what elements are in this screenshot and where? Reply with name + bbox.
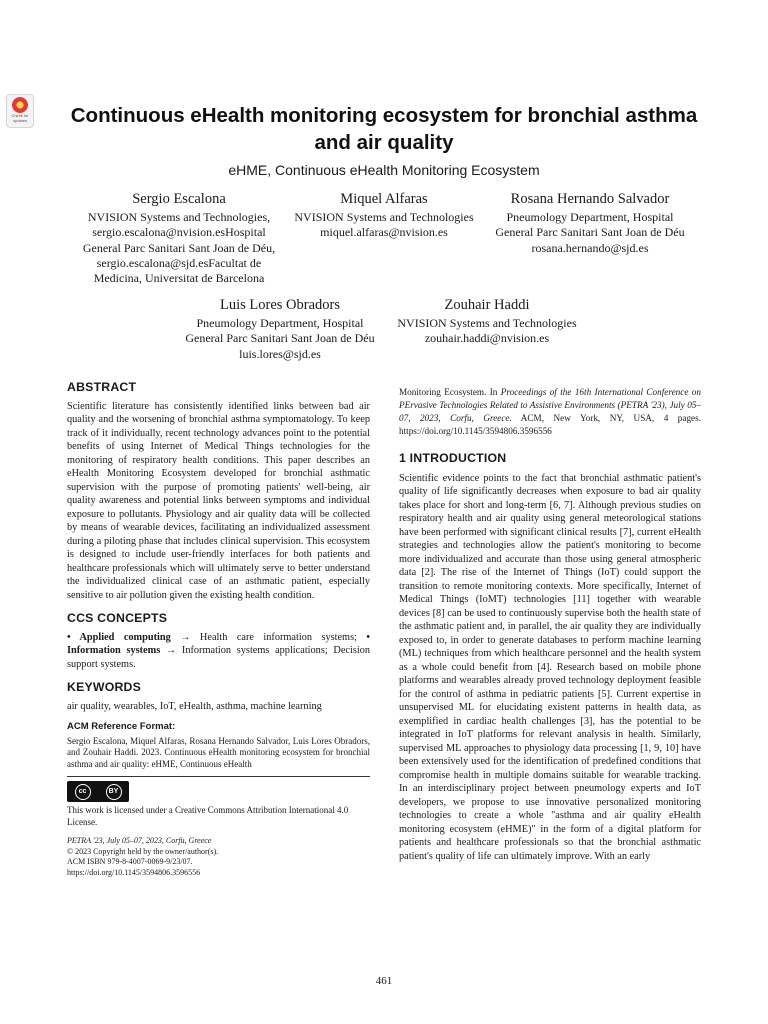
introduction-heading: 1 INTRODUCTION	[399, 451, 507, 465]
acm-reference-heading: ACM Reference Format:	[67, 721, 176, 732]
ccs-text	[67, 631, 370, 672]
cc-icon: cc	[75, 784, 91, 800]
author-block	[286, 190, 482, 241]
ref-proceedings: Proceedings of the 16th International Conference on PErvasive Technologies Related to Assistive Environments (PETRA '23), July 05–07, 2023, Corfu, Greece.	[399, 387, 701, 423]
copyright-line: © 2023 Copyright held by the owner/author(s).	[67, 846, 219, 856]
author-block	[184, 296, 376, 362]
keywords-text: air quality, wearables, IoT, eHealth, asthma, machine learning	[67, 700, 322, 712]
right-column	[399, 386, 701, 863]
author-affiliation: Pneumology Department, Hospital General Parc Sanitari Sant Joan de Déu luis.lores@sjd.es	[185, 316, 375, 361]
license-text: This work is licensed under a Creative Commons Attribution International 4.0 License.	[67, 805, 349, 827]
author-name: Sergio Escalona	[132, 191, 226, 207]
author-name: Luis Lores Obradors	[219, 297, 340, 313]
ccs-heading: CCS CONCEPTS	[67, 611, 168, 625]
by-icon: BY	[106, 784, 122, 800]
abstract-text: Scientific literature has consistently identified links between bad air quality and the worsening of bronchial asthma symptomatology. To keep track of it individually, recent technology advances point to the potential benefits of using Internet of Medical Things technologies for the monitoring of respiratory health conditions. This paper describes an eHealth Monitoring Ecosystem developed for bronchial asthmatic supervision with the purpose of promoting patients' well-being, air quality awareness and potential links between symptoms and individual exposure to pollutants. Physiology and air quality data will be collected by means of wearable devices, facilitating an individualized assessment during a piloting phase that includes clinical supervision. This ecosystem is designed to include user-friendly interfaces for both patients and healthcare professionals which will ultimately serve to better understand the individualized clinical case of an asthmatic patient, especially sensitive to air pollution given the existing health condition.	[67, 400, 370, 601]
abstract-heading: ABSTRACT	[67, 380, 137, 394]
ccs-concept: • Applied computing	[67, 631, 171, 643]
author-name: Miquel Alfaras	[340, 191, 428, 207]
author-affiliation: NVISION Systems and Technologies miquel.alfaras@nvision.es	[294, 210, 474, 240]
acm-reference-text: Sergio Escalona, Miquel Alfaras, Rosana Hernando Salvador, Luis Lores Obradors, and Zouhair Haddi. 2023. Continuous eHealth monitoring ecosystem for bronchial asthma and air quality: eHME, Continuous eHealth	[67, 735, 370, 769]
author-affiliation: Pneumology Department, Hospital General Parc Sanitari Sant Joan de Déu rosana.hernando@sjd.es	[495, 210, 685, 255]
introduction-text: Scientific evidence points to the fact that bronchial asthmatic patient's quality of life significantly decreases when exposure to bad air quality takes place for short and long-term [6, 7]. Although previous studies on respiratory health and air quality using general meteorological stations have been performed with significant clinical results [7], current eHealth strategies and technologies allow the patient's monitoring to become more individualized and accurate than those using general atmospheric data [2]. The rise of the Internet of Things (IoT) could support the transition to remote monitoring contexts. More specifically, Internet of Medical Things (IoMT) technologies [11] together with wearable devices [8] can be used to continuously supervise both the health state of the asthmatic patient and, in parallel, the air quality they are individually exposed to, in order to generate databases to perform machine learning (ML) techniques from which healthcare personnel and the health system as a whole could benefit from [4]. Research based on mobile phone platforms and wearables already proved technology deployment feasible for the control of asthma in pediatric patients [5]. Current expertise in unsupervised ML for elucidating existent patterns in health data, as exemplified in cardiac health challenges [3], has the potential to be integrated in IoT platforms for relevant analysis in health. Similarly, supervised ML approaches to physiology data processing [1, 9, 10] have been extensively used for the identification of predefined conditions that compromise health in multiple domains suitable for wearable tracking. In an interdisciplinary project between pneumology experts and IoT developers, we propose to use innovative personalized monitoring technologies to create a whole "asthma and air quality eHealth monitoring ecosystem (eHME)" in the form of a digital platform for patients and healthcare professionals so that the bronchial asthmatic patient's quality of life can ultimately improve. With an early	[399, 472, 701, 862]
ref-part: Monitoring Ecosystem. In	[399, 387, 501, 397]
cc-by-license-icon[interactable]	[67, 781, 129, 802]
author-name: Rosana Hernando Salvador	[510, 191, 670, 207]
ccs-concept: • Information systems	[67, 631, 370, 656]
page-number: 461	[375, 975, 393, 987]
ccs-detail: → Information systems applications; Decision support systems.	[67, 645, 370, 670]
acm-reference-continued	[399, 386, 701, 438]
author-block	[80, 190, 278, 286]
author-affiliation: NVISION Systems and Technologies, sergio.escalona@nvision.esHospital General Parc Sanitari Sant Joan de Déu, sergio.escalona@sjd.esFacultat de Medicina, Universitat de Barcelona	[82, 210, 276, 286]
venue-line: PETRA '23, July 05–07, 2023, Corfu, Greece	[67, 836, 212, 845]
keywords-heading: KEYWORDS	[67, 680, 142, 694]
author-block	[492, 190, 688, 256]
isbn-line: ACM ISBN 979-8-4007-0069-9/23/07.	[67, 857, 193, 866]
paper-title: Continuous eHealth monitoring ecosystem for bronchial asthma and air quality	[70, 104, 698, 154]
ccs-detail: → Health care information systems;	[170, 631, 367, 643]
doi-link[interactable]: https://doi.org/10.1145/3594806.3596556	[67, 867, 201, 877]
left-column	[67, 381, 370, 878]
crossmark-icon	[12, 97, 28, 113]
paper-subtitle: eHME, Continuous eHealth Monitoring Ecosystem	[228, 162, 540, 178]
ref-part: ACM, New York, NY, USA, 4 pages. https://doi.org/10.1145/3594806.3596556	[399, 413, 702, 436]
venue-footer	[67, 836, 370, 878]
author-affiliation: NVISION Systems and Technologies zouhair.haddi@nvision.es	[397, 316, 577, 346]
author-name: Zouhair Haddi	[444, 297, 530, 313]
check-for-updates-badge[interactable]	[6, 94, 34, 128]
badge-label: Check for updates	[11, 113, 29, 123]
footnote-divider	[67, 776, 370, 777]
author-block	[386, 296, 588, 347]
